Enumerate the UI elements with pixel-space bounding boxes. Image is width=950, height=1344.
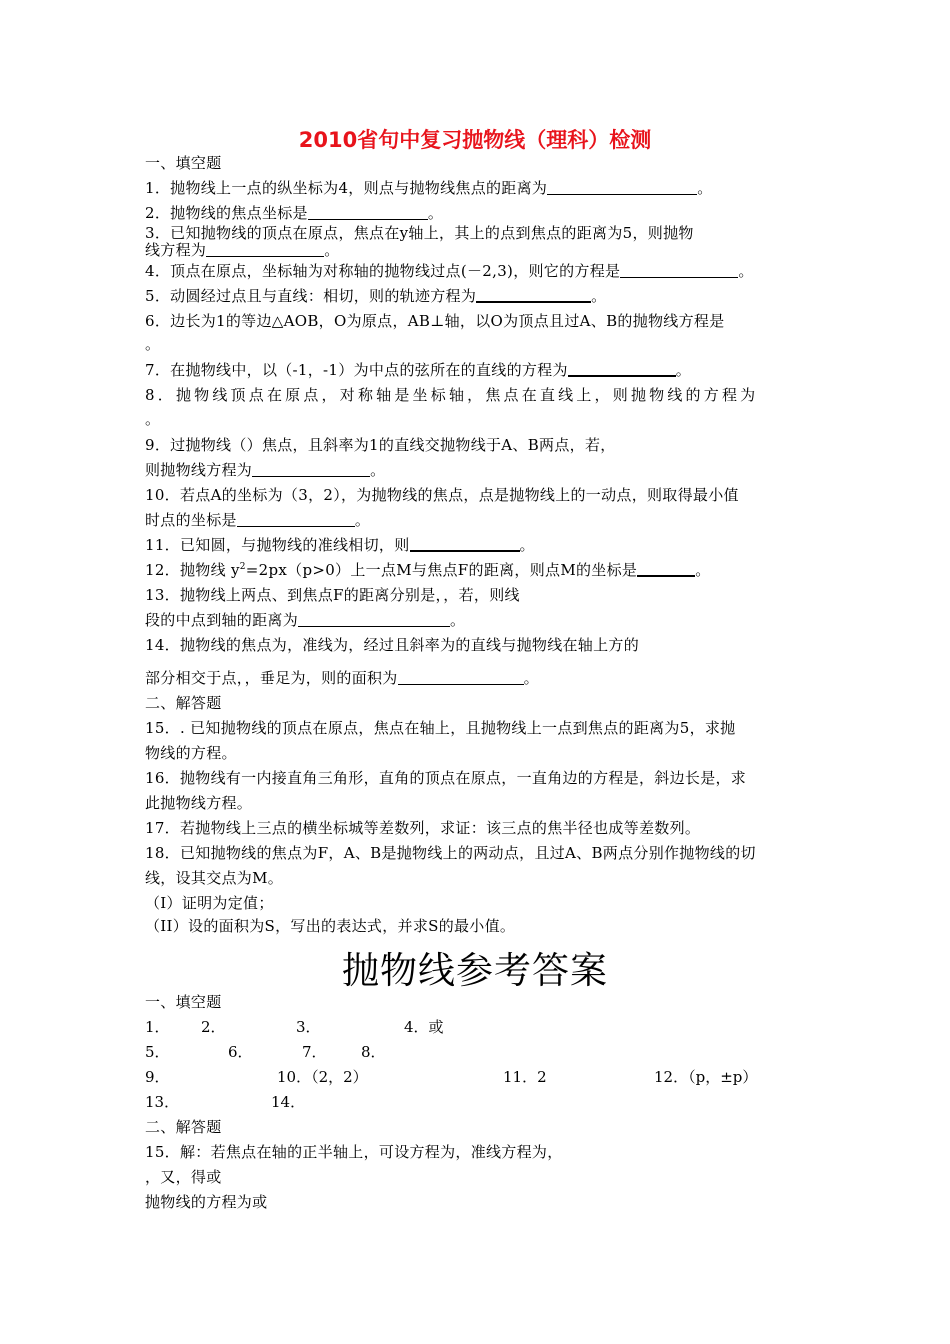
question-6-line2: 。 (145, 335, 161, 353)
answer-blank (206, 242, 324, 257)
question-13-line2: 段的中点到轴的距离为 。 (145, 611, 466, 629)
section-solve-heading: 二、解答题 (145, 694, 222, 712)
question-2: 2．抛物线的焦点坐标是 。 (145, 204, 444, 222)
question-15-line1: 15．. 已知抛物线的顶点在原点，焦点在轴上，且抛物线上一点到焦点的距离为5，求抛 (145, 719, 736, 737)
answers-fill-heading: 一、填空题 (145, 993, 222, 1011)
section-fill-heading: 一、填空题 (145, 154, 222, 172)
answer-blank (547, 180, 697, 195)
question-18-line2: 线，设其交点为M。 (145, 869, 284, 887)
question-16-line2: 此抛物线方程。 (145, 794, 253, 812)
question-3-line2: 线方程为 。 (145, 241, 340, 259)
answer-1: 1． (145, 1018, 170, 1036)
answer-8: 8． (361, 1043, 386, 1061)
question-16-line1: 16．抛物线有一内接直角三角形，直角的顶点在原点，一直角边的方程是，斜边长是，求 (145, 769, 747, 787)
answer-blank (398, 670, 524, 685)
answer-blank (410, 536, 520, 552)
answer-13: 13． (145, 1093, 180, 1111)
question-9-line1: 9．过抛物线（）焦点，且斜率为1的直线交抛物线于A、B两点，若， (145, 436, 616, 454)
question-18-part2: （II）设的面积为S，写出的表达式，并求S的最小值。 (145, 917, 516, 935)
answer-blank (620, 263, 738, 278)
answer-2: 2． (201, 1018, 226, 1036)
question-4: 4．顶点在原点，坐标轴为对称轴的抛物线过点(－2,3)，则它的方程是 。 (145, 262, 754, 280)
question-10-line2: 时点的坐标是 。 (145, 511, 371, 529)
answers-solve-heading: 二、解答题 (145, 1118, 222, 1136)
question-8-line1: 8．抛物线顶点在原点，对称轴是坐标轴，焦点在直线上，则抛物线的方程为 (145, 386, 759, 404)
question-10-line1: 10．若点A的坐标为（3，2），为抛物线的焦点，点是抛物线上的一动点，则取得最小值 (145, 486, 739, 504)
answer-blank (637, 561, 695, 577)
question-9-line2: 则抛物线方程为 。 (145, 461, 386, 479)
solution-15-line3: 抛物线的方程为或 (145, 1193, 268, 1211)
answer-blank (476, 287, 591, 303)
answer-12: 12．（p，±p） (654, 1068, 758, 1086)
question-3-line1: 3．已知抛物线的顶点在原点，焦点在y轴上，其上的点到焦点的距离为5，则抛物 (145, 224, 694, 242)
solution-15-line1: 15．解：若焦点在轴的正半轴上，可设方程为，准线方程为， (145, 1143, 563, 1161)
answer-11: 11．2 (503, 1068, 547, 1086)
answer-blank (568, 361, 676, 377)
answer-6: 6． (228, 1043, 253, 1061)
answer-blank (252, 462, 370, 477)
answer-14: 14． (271, 1093, 306, 1111)
question-11: 11．已知圆，与抛物线的准线相切，则 。 (145, 536, 535, 554)
question-13-line1: 13．抛物线上两点、到焦点F的距离分别是，，若，则线 (145, 586, 520, 604)
question-7: 7．在抛物线中，以（-1，-1）为中点的弦所在的直线的方程为 。 (145, 361, 692, 379)
question-14-line2: 部分相交于点，，垂足为，则的面积为 。 (145, 669, 539, 687)
question-18-part1: （I）证明为定值； (145, 894, 274, 912)
answer-10: 10．（2，2） (277, 1068, 368, 1086)
question-17: 17．若抛物线上三点的横坐标城等差数列，求证：该三点的焦半径也成等差数列。 (145, 819, 701, 837)
answers-title: 抛物线参考答案 (342, 949, 608, 992)
question-1: 1．抛物线上一点的纵坐标为4，则点与抛物线焦点的距离为 。 (145, 179, 713, 197)
question-6-line1: 6．边长为1的等边△AOB，O为原点，AB⊥轴，以O为顶点且过A、B的抛物线方程是 (145, 312, 725, 330)
document-title: 2010省句中复习抛物线（理科）检测 (298, 128, 652, 152)
answer-blank (237, 512, 355, 527)
question-8-line2: 。 (145, 410, 161, 428)
answer-7: 7． (302, 1043, 327, 1061)
question-15-line2: 物线的方程。 (145, 744, 237, 762)
question-14-line1: 14．抛物线的焦点为，准线为，经过且斜率为的直线与抛物线在轴上方的 (145, 636, 639, 654)
solution-15-line2: ，又，得或 (145, 1168, 222, 1186)
answer-blank (308, 205, 428, 220)
answer-9: 9． (145, 1068, 170, 1086)
answer-blank (298, 612, 450, 627)
answer-3: 3． (296, 1018, 321, 1036)
answer-4: 4．或 (404, 1018, 444, 1036)
answer-5: 5． (145, 1043, 170, 1061)
question-12: 12．抛物线 $y^2=2px(p>0)$上一点M与焦点F的距离，则点M的坐标是 。 (145, 561, 711, 579)
question-18-line1: 18．已知抛物线的焦点为F，A、B是抛物线上的两动点，且过A、B两点分别作抛物线的切 (145, 844, 756, 862)
question-5: 5．动圆经过点且与直线：相切，则的轨迹方程为 。 (145, 287, 607, 305)
